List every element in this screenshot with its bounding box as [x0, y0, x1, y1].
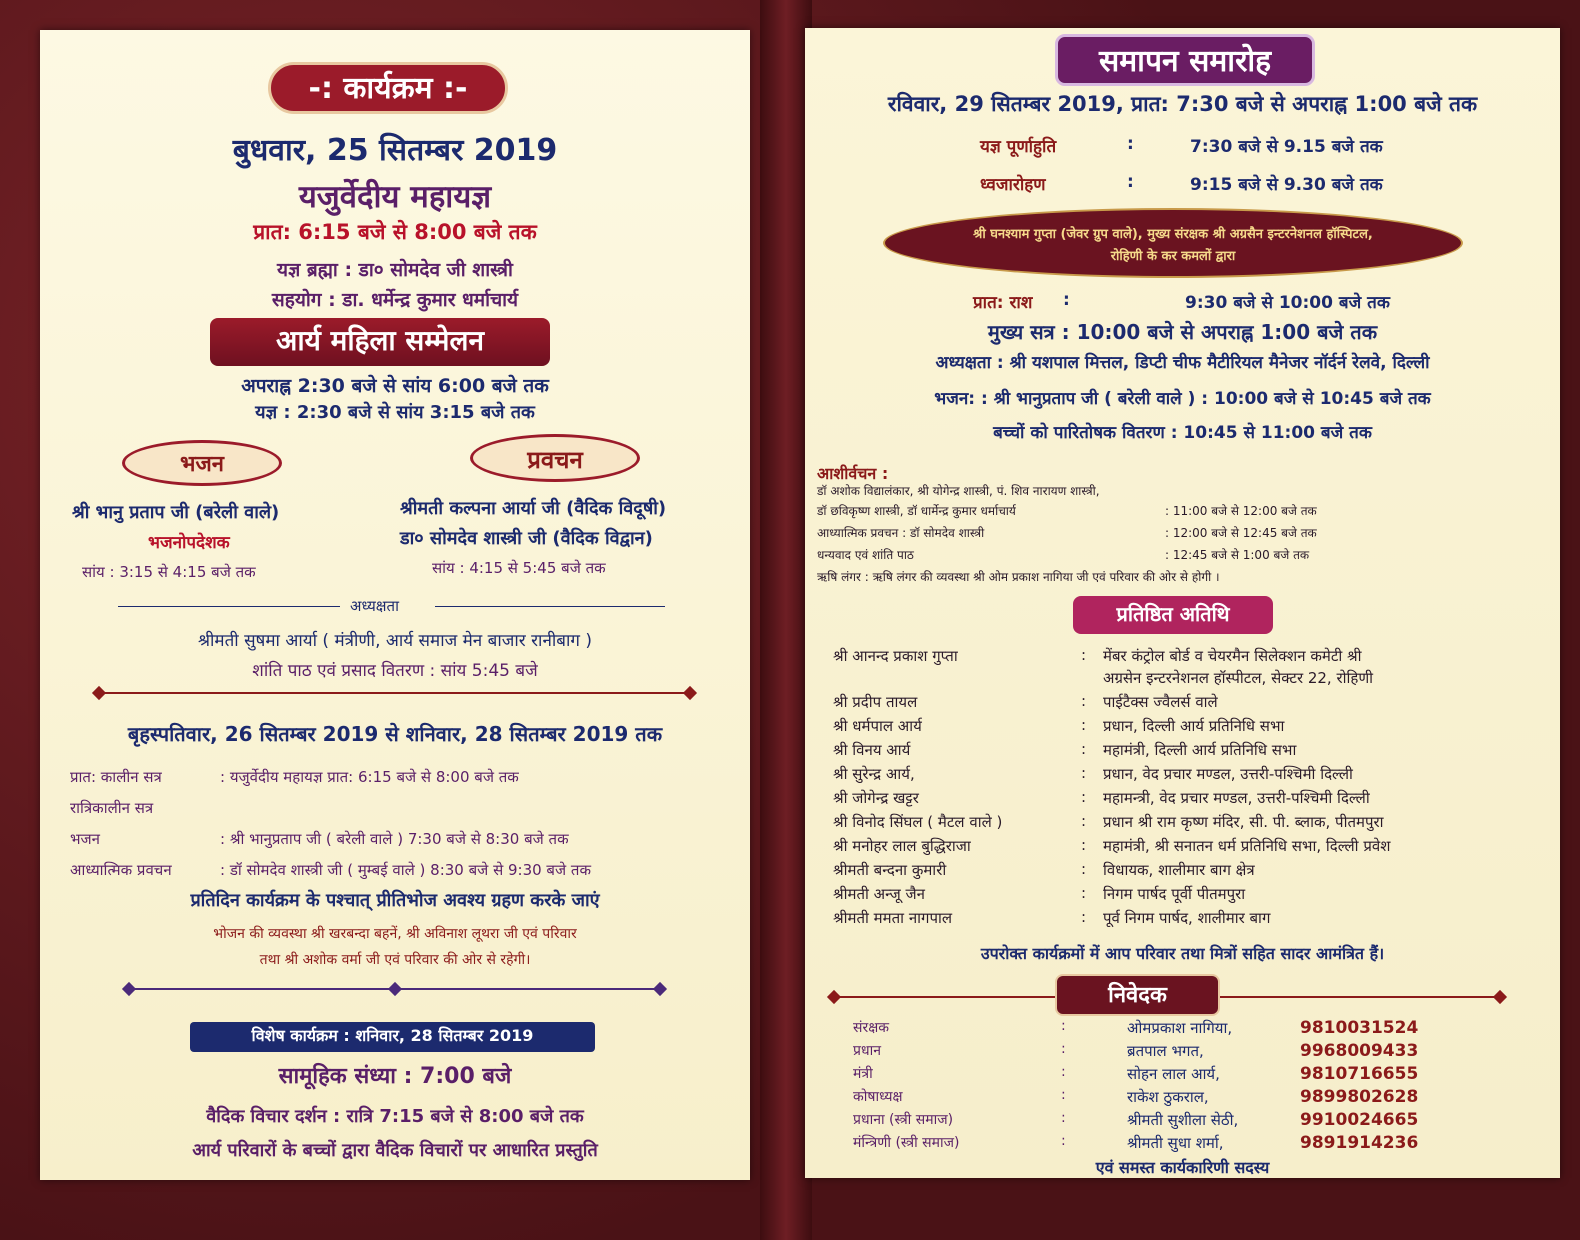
guest-sep: :: [1081, 740, 1087, 758]
rash-time: 9:30 बजे से 10:00 बजे तक: [1185, 293, 1390, 313]
guest-role: महामंत्री, श्री सनातन धर्म प्रतिनिधि सभा, दिल्ली प्रवेश: [1103, 837, 1391, 855]
shanti-path: शांति पाठ एवं प्रसाद वितरण : सांय 5:45 बजे: [252, 661, 538, 681]
dhwajarohan-label: ध्वजारोहण: [980, 175, 1046, 195]
dhwajarohan-time: 9:15 बजे से 9.30 बजे तक: [1190, 175, 1383, 195]
chief-guest-oval: [883, 208, 1463, 278]
guest-role: विधायक, शालीमार बाग क्षेत्र: [1103, 861, 1255, 879]
nivedak-name: राकेश ठुकराल,: [1127, 1088, 1209, 1106]
ornament-diamond-mid: [388, 982, 402, 996]
samuhik-sandhya: सामूहिक संध्या : 7:00 बजे: [278, 1064, 512, 1089]
nivedak-name: ब्रतपाल भगत,: [1127, 1042, 1204, 1060]
guest-sep: :: [1081, 764, 1087, 782]
rash-label: प्रात: राश: [973, 293, 1033, 313]
nivedak-role: प्रधान: [853, 1043, 881, 1059]
guest-role: प्रधान श्री राम कृष्ण मंदिर, सी. पी. ब्लाक, पीतमपुरा: [1103, 813, 1384, 831]
guest-name: श्री मनोहर लाल बुद्धिराजा: [833, 837, 971, 855]
guest-name: श्री सुरेन्द्र आर्य,: [833, 765, 915, 783]
nivedak-phone: 9899802628: [1300, 1087, 1419, 1107]
sunday-date: रविवार, 29 सितम्बर 2019, प्रात: 7:30 बजे से अपराह्न 1:00 बजे तक: [887, 92, 1478, 116]
nivedak-sep: :: [1061, 1041, 1066, 1057]
ashirvachan-time: : 12:00 बजे से 12:45 बजे तक: [1165, 526, 1317, 540]
pravachan-oval: प्रवचन: [470, 434, 640, 482]
guest-sep: :: [1081, 884, 1087, 902]
guest-role: पूर्व निगम पार्षद, शालीमार बाग: [1103, 909, 1271, 927]
guest-name: श्री प्रदीप तायल: [833, 693, 918, 711]
left-page: [40, 30, 750, 1180]
pravachan-time: सांय : 4:15 से 5:45 बजे तक: [432, 559, 606, 577]
nivedak-role: प्रधाना (स्त्री समाज): [853, 1112, 954, 1128]
session-value: : यजुर्वेदीय महायज्ञ प्रात: 6:15 बजे से 8:00 बजे तक: [220, 768, 519, 786]
date-wednesday: बुधवार, 25 सितम्बर 2019: [232, 133, 558, 168]
nivedak-rule-left: [835, 996, 1055, 998]
guest-name: श्री विनय आर्य: [833, 741, 911, 759]
yagya-purnahuti-label: यज्ञ पूर्णाहुति: [980, 137, 1057, 157]
guest-name: श्री विनोद सिंघल ( मैटल वाले ): [833, 813, 1003, 831]
divider-1-diamond-right: [683, 686, 697, 700]
nivedak-name: श्रीमती सुशीला सेठी,: [1127, 1111, 1239, 1129]
nivedak-phone: 9968009433: [1300, 1041, 1419, 1061]
vishesh-karyakram-banner: विशेष कार्यक्रम : शनिवार, 28 सितम्बर 2019: [190, 1022, 595, 1052]
nivedak-sep: :: [1061, 1018, 1066, 1034]
mahila-yagya: यज्ञ : 2:30 बजे से सांय 3:15 बजे तक: [255, 402, 535, 423]
guest-role: अग्रसेन इन्टरनेशनल हॉस्पीटल, सेक्टर 22, रोहिणी: [1103, 669, 1374, 687]
nivedak-phone: 9910024665: [1300, 1110, 1419, 1130]
nivedak-role: संरक्षक: [853, 1020, 889, 1036]
nivedak-phone: 9810031524: [1300, 1018, 1419, 1038]
guest-name: श्री जोगेन्द्र खट्टर: [833, 789, 919, 807]
samapan-samaroh-banner: समापन समारोह: [1055, 34, 1315, 86]
bhajan-oval: भजन: [122, 440, 282, 486]
vaidik-vichar: वैदिक विचार दर्शन : रात्रि 7:15 बजे से 8:00 बजे तक: [206, 1106, 584, 1127]
adhyakshata-rule-left: [118, 606, 340, 607]
nivedak-name: ओमप्रकाश नागिया,: [1127, 1019, 1233, 1037]
guest-sep: :: [1081, 836, 1087, 854]
pravachan-speaker-1: श्रीमती कल्पना आर्या जी (वैदिक विदूषी): [400, 498, 667, 519]
adhyakshata-name: श्रीमती सुषमा आर्या ( मंत्रीणी, आर्य समाज मेन बाजार रानीबाग ): [197, 631, 593, 651]
session-label: प्रात: कालीन सत्र: [70, 768, 162, 786]
nivedak-role: कोषाध्यक्ष: [853, 1089, 903, 1105]
session-value: : डॉ सोमदेव शास्त्री जी ( मुम्बई वाले ) 8:30 बजे से 9:30 बजे तक: [220, 861, 591, 879]
chief-guest-line-1: श्री घनश्याम गुप्ता (जेवर ग्रुप वाले), मुख्य संरक्षक श्री अग्रसैन इन्टरनेशनल हॉस्पिटल,: [973, 227, 1373, 242]
ashirvachan-time: : 11:00 बजे से 12:00 बजे तक: [1165, 504, 1317, 518]
bhajan-time: सांय : 3:15 से 4:15 बजे तक: [82, 563, 256, 581]
right-adhyakshata: अध्यक्षता : श्री यशपाल मित्तल, डिप्टी चीफ मैटीरियल मैनेजर नॉर्दर्न रेलवे, दिल्ली: [935, 353, 1430, 373]
nivedak-role: मंन्त्रिणी (स्त्री समाज): [853, 1135, 960, 1151]
bhajan-role: भजनोपदेशक: [148, 533, 230, 553]
pravachan-speaker-2: डा० सोमदेव शास्त्री जी (वैदिक विद्वान): [400, 528, 653, 549]
guest-role: महामंत्री, दिल्ली आर्य प्रतिनिधि सभा: [1103, 741, 1297, 759]
mahila-time: अपराह्न 2:30 बजे से सांय 6:00 बजे तक: [241, 375, 549, 397]
guest-sep: :: [1081, 692, 1087, 710]
guest-role: मेंबर कंट्रोल बोर्ड व चेयरमैन सिलेक्शन कमेटी श्री: [1103, 647, 1362, 665]
guest-role: प्रधान, वेद प्रचार मण्डल, उत्तरी-पश्चिमी दिल्ली: [1103, 765, 1353, 783]
guest-sep: :: [1081, 860, 1087, 878]
ashirvachan-time: : 12:45 बजे से 1:00 बजे तक: [1165, 548, 1310, 562]
ashirvachan-text: डॉ छविकृष्ण शास्त्री, डॉ धार्मेन्द्र कुमार धर्माचार्य: [817, 504, 1016, 518]
nivedak-name: सोहन लाल आर्य,: [1127, 1065, 1220, 1083]
nivedak-sep: :: [1061, 1064, 1066, 1080]
karyakram-banner: -: कार्यक्रम :-: [268, 62, 508, 114]
nivedak-banner: निवेदक: [1055, 974, 1220, 1016]
session-value: : श्री भानुप्रताप जी ( बरेली वाले ) 7:30 बजे से 8:30 बजे तक: [220, 830, 569, 848]
guest-sep: :: [1081, 812, 1087, 830]
guest-name: श्रीमती ममता नागपाल: [833, 909, 953, 927]
session-label: रात्रिकालीन सत्र: [70, 799, 154, 817]
nivedak-diamond-left: [827, 990, 841, 1004]
guest-name: श्री आनन्द प्रकाश गुप्ता: [833, 647, 958, 665]
ornament-diamond-right: [653, 982, 667, 996]
bhojan-line-1: भोजन की व्यवस्था श्री खरबन्दा बहनें, श्री अविनाश लूथरा जी एवं परिवार: [213, 926, 577, 942]
guest-name: श्रीमती अन्जू जैन: [833, 885, 925, 903]
right-page: [805, 28, 1560, 1178]
guest-sep: :: [1081, 908, 1087, 926]
rash-sep: :: [1063, 290, 1070, 310]
adhyakshata-label: अध्यक्षता: [350, 597, 399, 615]
yajurvediya-title: यजुर्वेदीय महायज्ञ: [298, 179, 492, 215]
ashirvachan-text: आध्यात्मिक प्रवचन : डॉ सोमदेव शास्त्री: [817, 526, 985, 540]
adhyakshata-rule-right: [435, 606, 665, 607]
invitation-line: उपरोक्त कार्यक्रमों में आप परिवार तथा मित्रों सहित सादर आमंत्रित हैं।: [980, 944, 1385, 963]
nivedak-sep: :: [1061, 1087, 1066, 1103]
nivedak-rule-right: [1220, 996, 1500, 998]
nivedak-sep: :: [1061, 1133, 1066, 1149]
sahyog: सहयोग : डा. धर्मेन्द्र कुमार धर्माचार्य: [271, 289, 519, 311]
dhwajarohan-sep: :: [1127, 172, 1134, 192]
guest-name: श्री धर्मपाल आर्य: [833, 717, 922, 735]
guest-role: पाईटैक्स ज्वैलर्स वाले: [1103, 693, 1218, 711]
nivedak-role: मंत्री: [853, 1066, 873, 1082]
guest-sep: :: [1081, 716, 1087, 734]
guest-sep: :: [1081, 788, 1087, 806]
divider-1: [100, 692, 690, 694]
yagya-purnahuti-time: 7:30 बजे से 9.15 बजे तक: [1190, 137, 1383, 157]
nivedak-phone: 9891914236: [1300, 1133, 1419, 1153]
karyakarini-footer: एवं समस्त कार्यकारिणी सदस्य: [1095, 1158, 1270, 1177]
right-bhajan: भजन: : श्री भानुप्रताप जी ( बरेली वाले ) : 10:00 बजे से 10:45 बजे तक: [934, 389, 1431, 409]
ashirvachan-label: आशीर्वचन :: [817, 464, 889, 483]
mukhya-satra: मुख्य सत्र : 10:00 बजे से अपराह्न 1:00 बजे तक: [987, 320, 1378, 344]
nivedak-diamond-right: [1493, 990, 1507, 1004]
guest-role: महामन्त्री, वेद प्रचार मण्डल, उत्तरी-पश्चिमी दिल्ली: [1103, 789, 1370, 807]
ornament-diamond-left: [122, 982, 136, 996]
nivedak-sep: :: [1061, 1110, 1066, 1126]
divider-1-diamond-left: [92, 686, 106, 700]
morning-time: प्रात: 6:15 बजे से 8:00 बजे तक: [253, 220, 537, 244]
guest-role: प्रधान, दिल्ली आर्य प्रतिनिधि सभा: [1103, 717, 1285, 735]
guest-sep: :: [1081, 646, 1087, 664]
session-label: आध्यात्मिक प्रवचन: [70, 861, 172, 879]
yagya-purnahuti-sep: :: [1127, 134, 1134, 154]
date-thursday-saturday: बृहस्पतिवार, 26 सितम्बर 2019 से शनिवार, 28 सितम्बर 2019 तक: [127, 722, 663, 746]
paritoshak-vitaran: बच्चों को पारितोषक वितरण : 10:45 से 11:00 बजे तक: [993, 423, 1372, 443]
ashirvachan-text: धन्यवाद एवं शांति पाठ: [817, 548, 914, 562]
nivedak-name: श्रीमती सुधा शर्मा,: [1127, 1134, 1224, 1152]
guest-name: श्रीमती बन्दना कुमारी: [833, 861, 947, 879]
bhojan-line-2: तथा श्री अशोक वर्मा जी एवं परिवार की ओर से रहेगी।: [259, 952, 531, 968]
chief-guest-line-2: रोहिणी के कर कमलों द्वारा: [1110, 249, 1236, 264]
guest-role: निगम पार्षद पूर्वी पीतमपुरा: [1103, 885, 1246, 903]
yagya-brahma: यज्ञ ब्रह्मा : डा० सोमदेव जी शास्त्री: [277, 259, 513, 281]
nivedak-phone: 9810716655: [1300, 1064, 1419, 1084]
bhajan-name: श्री भानु प्रताप जी (बरेली वाले): [72, 502, 280, 523]
ashirvachan-text: ऋषि लंगर : ऋषि लंगर की व्यवस्था श्री ओम प्रकाश नागिया जी एवं परिवार की ओर से होगी ।: [817, 570, 1220, 584]
session-label: भजन: [70, 830, 101, 848]
pritibhoj-note: प्रतिदिन कार्यक्रम के पश्चात् प्रीतिभोज अवश्य ग्रहण करके जाएं: [190, 890, 600, 911]
bachchon-prastuti: आर्य परिवारों के बच्चों द्वारा वैदिक विचारों पर आधारित प्रस्तुति: [192, 1140, 598, 1161]
pratishthit-atithi-banner: प्रतिष्ठित अतिथि: [1073, 596, 1273, 634]
mahila-sammelan-banner: आर्य महिला सम्मेलन: [210, 318, 550, 366]
ashirvachan-text: डॉ अशोक विद्यालंकार, श्री योगेन्द्र शास्त्री, पं. शिव नारायण शास्त्री,: [817, 484, 1100, 498]
